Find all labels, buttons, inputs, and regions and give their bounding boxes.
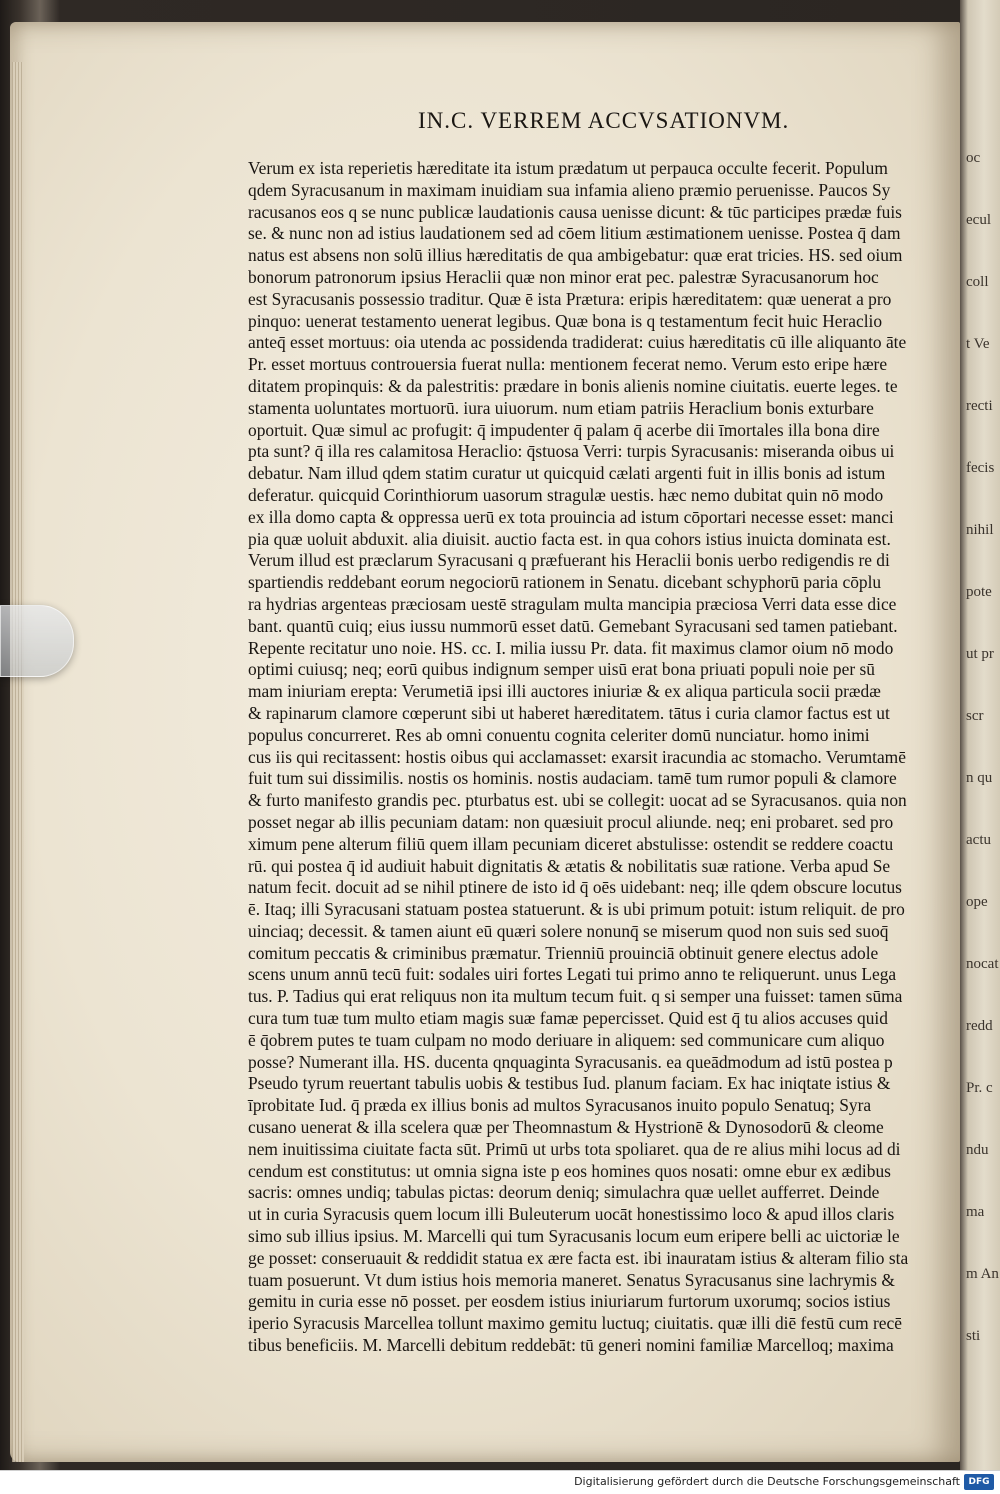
text-line: ditatem propinquis: & da palestritis: prædare in bonis alienis nomine ciuitatis. euerte leges. te xyxy=(248,375,898,396)
facing-page-fragment: recti xyxy=(966,398,993,414)
text-line: uinciaq; decessit. & tamen aiunt eū quæri solere nonunq̄ se miserum quod non suis sed suoq̄ xyxy=(248,920,889,941)
text-line: comitum peccatis & criminibus præmatur. Trienniū prouinciā obtinuit genere electus adole xyxy=(248,942,879,963)
text-line: ge posset: conseruauit & reddidit statua ex ære facta est. ibi inauratam istius & alteram filio sta xyxy=(248,1247,909,1268)
running-head: IN.C. VERREM ACCVSATIONVM. xyxy=(418,108,790,133)
text-line: bant. quantū cuiq; eius iussu nummorū esset datū. Gemebant Syracusani sed tamen patiebant. xyxy=(248,615,898,636)
facing-page-fragment: scr xyxy=(966,708,984,724)
text-line: anteq̄ esset mortuus: oia utenda ac possidenda tradiderat: cuius hæreditatis cū ille aliquanto āte xyxy=(248,332,907,353)
text-line: simo sub illius ipsius. M. Marcelli qui tum Syracusanis locum eum eripere belli ac uictoriæ le xyxy=(248,1226,900,1247)
text-line: mam iniuriam erepta: Verumetiā ipsi illi auctores iniuriæ & ex aliqua particula socii prædæ xyxy=(248,681,881,702)
text-line: bonorum patronorum ipsius Heraclii quæ non minor erat pec. palestræ Syracusanorum hoc xyxy=(248,266,879,287)
facing-page-fragment: nocat xyxy=(966,956,999,972)
text-line: stamenta uoluntates mortuorū. iura uiuorum. num etiam patriis Heraclium bonis exturbare xyxy=(248,397,874,418)
facing-page-fragment: t Ve xyxy=(966,336,990,352)
text-line: pta sunt? q̄ illa res calamitosa Heraclio: q̄stuosa Verri: turpis Syracusanis: miseranda oibus ui xyxy=(248,441,895,462)
text-line: cendum est constitutus: ut omnia signa iste p eos homines quos nosati: omne ebur ex ædibus xyxy=(248,1160,891,1181)
facing-page-edge xyxy=(960,0,1000,1470)
text-line: rū. qui postea q̄ id audiuit habuit dignitatis & ætatis & nobilitatis suæ ratione. Verba apud Se xyxy=(248,855,891,876)
footer-bar xyxy=(0,1470,1000,1494)
text-line: & furto manifesto grandis pec. pturbatus est. ubi se collegit: uocat ad se Syracusanos. quia non xyxy=(248,790,907,811)
text-line: tibus beneficiis. M. Marcelli debitum reddebāt: tū generi nomini familiæ Marcelloq; maxima xyxy=(248,1335,894,1356)
text-line: natum fecit. docuit ad se nihil ptinere de isto id q̄ oēs uidebant: neq; ille qdem obscure locutus xyxy=(248,877,902,898)
facing-page-fragment: fecis xyxy=(966,460,995,476)
text-line: gemitu in curia esse nō posset. per eosdem istius iniuriarum furtorum uxorumq; socios istius xyxy=(248,1291,891,1312)
funding-credit: Digitalisierung gefördert durch die Deutsche Forschungsgemeinschaft xyxy=(574,1475,960,1488)
facing-page-fragment: ecul xyxy=(966,212,991,228)
text-line: posset negar ab illis pecuniam datam: non quæsiuit procul aliunde. neq; eni probaret. sed pro xyxy=(248,811,894,832)
text-line: se. & nunc non ad istius laudationem sed ad cōem litium æstimationem uenisse. Postea q̄ dam xyxy=(248,223,901,244)
text-line: debatur. Nam illud qdem statim curatur ut quicquid cælati argenti fuit in illis bonis ad istum xyxy=(248,463,886,484)
text-line: Verum illud est præclarum Syracusani q præfuerant his Heraclii bonis uerbo redigendis re di xyxy=(248,550,890,571)
text-block xyxy=(248,158,928,1357)
text-line: pinquo: uenerat testamento uenerat legibus. Quæ bona is q testamentum fecit huic Heraclio xyxy=(248,310,883,331)
facing-page-fragment: n qu xyxy=(966,770,993,786)
text-line: cusano uenerat & illa scelera quæ per Theomnastum & Hystrionē & Dynosodorū & cleome xyxy=(248,1117,884,1138)
text-line: natus est absens non solū illius hæreditatis de qua ambigebatur: quæ erat tricies. HS. sed oium xyxy=(248,245,903,266)
facing-page-fragment: ma xyxy=(966,1204,985,1220)
text-line: tuam posuerunt. Vt dum istius hois memoria maneret. Senatus Syracusanus sine lachrymis & xyxy=(248,1269,895,1290)
text-line: ut in curia Syracusis quem locum illi Buleuterum uocāt honestissimo loco & apud illos claris xyxy=(248,1204,895,1225)
text-line: qdem Syracusanum in maximam inuidiam sua infamia alieno præmio peruenisse. Paucos Sy xyxy=(248,179,891,200)
text-line: īprobitate Iud. q̄ præda ex illius bonis ad multos Syracusanos inuito populo Senatuq; Syra xyxy=(248,1095,872,1116)
text-line: Verum ex ista reperietis hæreditate ita istum prædatum ut perpauca occulte fecerit. Populum xyxy=(248,158,888,178)
text-line: tus. P. Tadius qui erat reliquus non ita multum tecum fuit. q si semper una fuisset: tamen sūma xyxy=(248,986,903,1007)
text-line: optimi cuiusq; neq; eorū quibus indignum semper uisū erat bona priuati populi noie per sū xyxy=(248,659,875,680)
text-line: deferatur. quicquid Corinthiorum uasorum stragulæ uestis. hæc nemo dubitat quin nō modo xyxy=(248,484,884,505)
facing-page-fragment: m An xyxy=(966,1266,999,1282)
text-line: ex illa domo capta & oppressa uerū ex tota prouincia ad istum cōportari necesse esset: manci xyxy=(248,506,894,527)
text-line: Pr. esset mortuus controuersia fuerat nulla: mentionem fecerat nemo. Verum esto eripe hære xyxy=(248,354,888,375)
facing-page-fragment: ut pr xyxy=(966,646,994,662)
text-line: populus concurreret. Res ab omni conuentu cognita celeriter domū nunciatur. homo inimi xyxy=(248,724,870,745)
text-line: fuit tum sui dissimilis. nostis os hominis. nostis audaciam. tamē tum rumor populi & clamore xyxy=(248,768,897,789)
text-line: oportuit. Quæ simul ac profugit: q̄ impudenter q̄ palam q̄ acerbe dii īmortales illa bona dire xyxy=(248,419,880,440)
text-line: ximum pene alterum filiū quem illam pecuniam diceret abstulisse: ostendit se reddere coactu xyxy=(248,833,894,854)
dfg-logo[interactable]: DFG xyxy=(964,1474,994,1490)
facing-page-fragment: redd xyxy=(966,1018,993,1034)
facing-page-fragment: actu xyxy=(966,832,991,848)
text-line: racusanos eos q se nunc publicæ laudationis causa uenisse dicunt: & tūc participes prædæ fuis xyxy=(248,201,902,222)
facing-page-fragment: pote xyxy=(966,584,992,600)
text-line: ra hydrias argenteas præciosam uestē stragulam multa mancipia præciosa Verri data esse dice xyxy=(248,593,897,614)
text-line: spartiendis reddebant eorum negociorū rationem in Senatu. dicebant schyphorū paria cōplu xyxy=(248,572,882,593)
text-line: ē q̄obrem putes te tuam culpam no modo deriuare in aliquem: sed communicare cum aliquo xyxy=(248,1029,885,1050)
text-line: ē. Itaq; illi Syracusani statuam postea statuerunt. & is ubi primum potuit: istum reliquit. de pro xyxy=(248,899,905,920)
text-line: est Syracusanis possessio traditur. Quæ ē ista Prætura: eripis hæreditatem: quæ uenerat a pro xyxy=(248,288,892,309)
facing-page-fragment: ope xyxy=(966,894,988,910)
facing-page-fragment: nihil xyxy=(966,522,994,538)
facing-page-fragment: sti xyxy=(966,1328,981,1344)
facing-page-fragment: ndu xyxy=(966,1142,989,1158)
facing-page-fragment: coll xyxy=(966,274,989,290)
text-line: pia quæ uoluit abduxit. alia diuisit. auctio facta est. in qua cohors istius inuicta dominata est. xyxy=(248,528,891,549)
text-line: scens unum annū tecū fuit: sodales uiri fortes Legati tui primo anno te reliquerunt. unus Lega xyxy=(248,964,897,985)
page-edges xyxy=(12,62,24,1462)
facing-page-fragment: oc xyxy=(966,150,981,166)
text-line: cura tum tuæ tum multo etiam magis suæ famæ pepercisset. Quid est q̄ tu alios accuses quid xyxy=(248,1008,888,1029)
page-clip xyxy=(0,605,74,677)
text-line: sacris: omnes undiq; tabulas pictas: deorum deniq; simulachra quæ uellet aufferret. Deinde xyxy=(248,1182,880,1203)
facing-page-fragment: Pr. c xyxy=(966,1080,993,1096)
text-line: cus iis qui recitassent: hostis oibus qui acclamasset: exarsit iracundia ac stomacho. Verumtamē xyxy=(248,746,906,767)
text-line: Repente recitatur uno noie. HS. cc. I. milia iussu Pr. data. fit maximus clamor oium nō modo xyxy=(248,637,894,658)
text-line: iperio Syracusis Marcellea tollunt maximo gemitu luctuq; ciuitatis. quæ illi diē festū cum recē xyxy=(248,1313,902,1334)
text-line: nem inuitissima ciuitate facta sūt. Primū ut urbs tota spoliaret. qua de re alius mihi locus ad di xyxy=(248,1138,901,1159)
text-line: Pseudo tyrum reuertant tabulis uobis & testibus Iud. planum faciam. Ex hac iniqtate istius & xyxy=(248,1073,891,1094)
text-line: & rapinarum clamore cœperunt sibi ut haberet hæreditatem. tātus i curia clamor factus est ut xyxy=(248,702,890,723)
text-line: posse? Numerant illa. HS. ducenta qnquaginta Syracusanis. ea queādmodum ad istū postea p xyxy=(248,1051,893,1072)
